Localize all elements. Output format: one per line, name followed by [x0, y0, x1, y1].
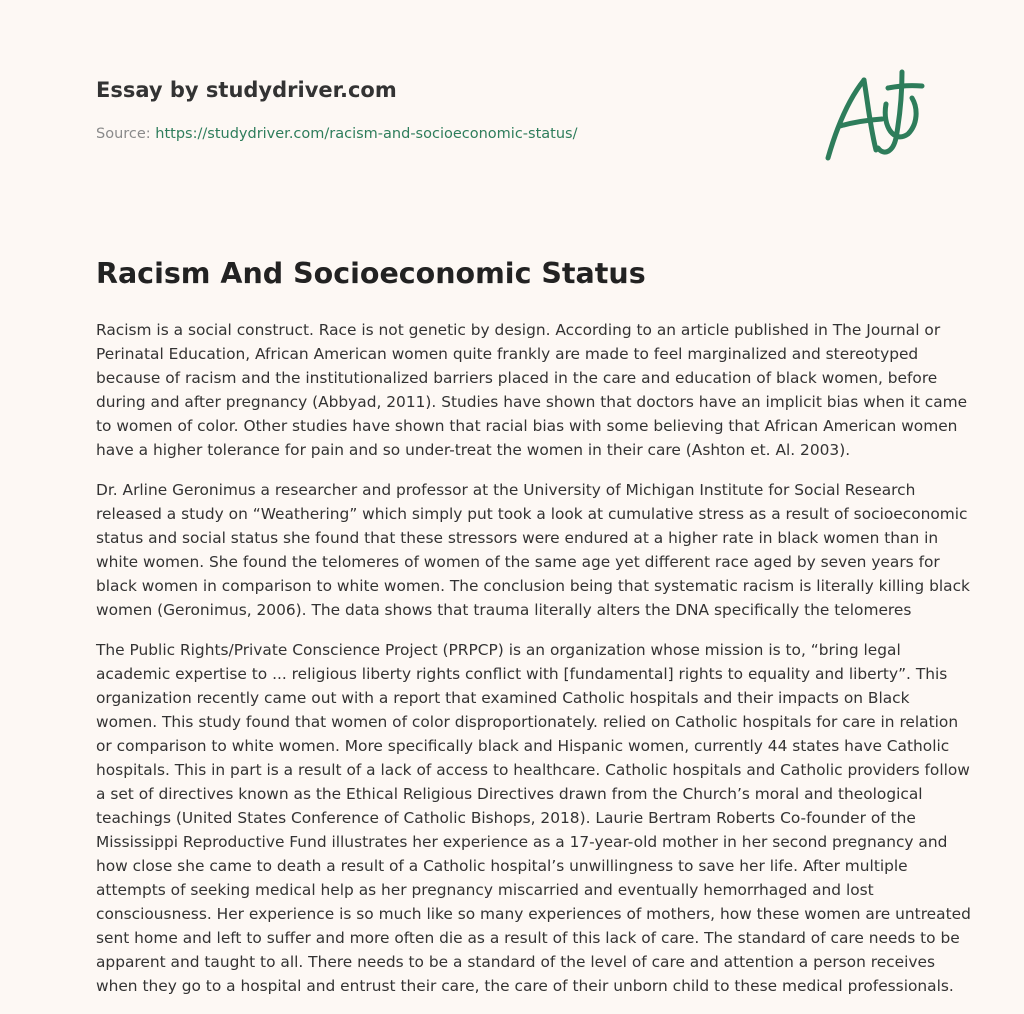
paragraph-line: or comparison to white women. More specifically black and Hispanic women, currently 44 states have Catholic [96, 737, 950, 755]
source-label: Source: [96, 126, 151, 142]
paragraph-line: to women of color. Other studies have shown that racial bias with some believing that African American women [96, 417, 958, 435]
paragraph-line: because of racism and the institutionalized barriers placed in the care and education of black women, before [96, 369, 938, 387]
paragraph-line: sent home and left to suffer and more often die as a result of this lack of care. The standard of care needs to be [96, 929, 960, 947]
paragraph-line: The Public Rights/Private Conscience Project (PRPCP) is an organization whose mission is to, “bring legal [96, 641, 901, 659]
page-title: Racism And Socioeconomic Status [96, 257, 646, 290]
paragraph-2 [96, 478, 970, 622]
paragraph-line: Mississippi Reproductive Fund illustrates her experience as a 17-year-old mother in her second pregnancy and [96, 833, 948, 851]
brand-title: Essay by studydriver.com [96, 78, 397, 102]
paragraph-line: organization recently came out with a report that examined Catholic hospitals and their impacts on Black [96, 689, 910, 707]
paragraph-line: apparent and taught to all. There needs to be a standard of the level of care and attention a person receives [96, 953, 935, 971]
paragraph-line: Racism is a social construct. Race is not genetic by design. According to an article published in The Journal or [96, 321, 941, 339]
source-link[interactable]: https://studydriver.com/racism-and-socioeconomic-status/ [155, 126, 578, 142]
paragraph-1 [96, 318, 968, 462]
paragraph-line: consciousness. Her experience is so much like so many experiences of mothers, how these women are untreated [96, 905, 971, 923]
paragraph-line: women. This study found that women of color disproportionately. relied on Catholic hospitals for care in relation [96, 713, 959, 731]
paragraph-line: black women in comparison to white women. The conclusion being that systematic racism is literally killing black [96, 577, 970, 595]
paragraph-line: teachings (United States Conference of Catholic Bishops, 2018). Laurie Bertram Roberts Co-founder of the [96, 809, 916, 827]
paragraph-line: a set of directives known as the Ethical Religious Directives drawn from the Church’s moral and theological [96, 785, 923, 803]
paragraph-line: released a study on “Weathering” which simply put took a look at cumulative stress as a result of socioeconomic [96, 505, 968, 523]
a-plus-logo-icon [818, 64, 930, 164]
paragraph-line: how close she came to death a result of a Catholic hospital’s unwillingness to save her life. After multiple [96, 857, 908, 875]
paragraph-line: attempts of seeking medical help as her pregnancy miscarried and eventually hemorrhaged and lost [96, 881, 874, 899]
paragraph-line: academic expertise to ... religious liberty rights conflict with [fundamental] rights to equality and liberty”. This [96, 665, 948, 683]
paragraph-line: when they go to a hospital and entrust their care, the care of their unborn child to these medical professionals. [96, 977, 954, 995]
paragraph-line: Perinatal Education, African American women quite frankly are made to feel marginalized and stereotyped [96, 345, 919, 363]
paragraph-line: have a higher tolerance for pain and so under-treat the women in their care (Ashton et. Al. 2003). [96, 441, 851, 459]
paragraph-line: white women. She found the telomeres of women of the same age yet different race aged by seven years for [96, 553, 940, 571]
paragraph-line: Dr. Arline Geronimus a researcher and professor at the University of Michigan Institute for Social Research [96, 481, 916, 499]
article [96, 254, 971, 1014]
paragraph-3 [96, 638, 971, 998]
paragraph-line: status and social status she found that these stressors were endured at a higher rate in black women than in [96, 529, 939, 547]
source-line [96, 124, 796, 144]
paragraph-line: hospitals. This in part is a result of a lack of access to healthcare. Catholic hospitals and Catholic providers follow [96, 761, 970, 779]
essay-header [96, 76, 796, 144]
paragraph-line: during and after pregnancy (Abbyad, 2011). Studies have shown that doctors have an implicit bias when it came [96, 393, 968, 411]
paragraph-line: women (Geronimus, 2006). The data shows that trauma literally alters the DNA specifically the telomeres [96, 601, 912, 619]
